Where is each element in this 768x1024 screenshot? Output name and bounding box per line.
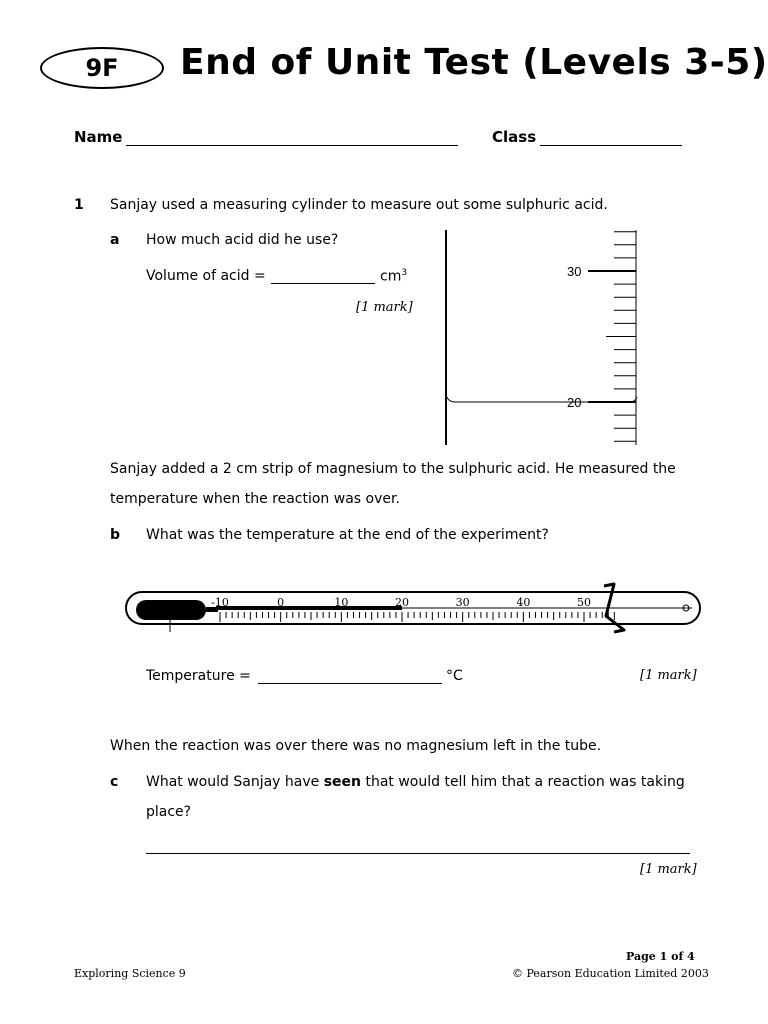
thermometer-label: 50 <box>577 596 591 609</box>
temperature-answer-line[interactable] <box>258 683 442 684</box>
volume-unit-text: cm <box>380 268 402 285</box>
cylinder-ticks <box>588 232 636 442</box>
part-c-question-line2: place? <box>146 804 192 820</box>
name-label: Name <box>74 128 123 146</box>
page-number: Page 1 of 4 <box>626 950 695 963</box>
volume-unit <box>380 268 407 285</box>
question-intro: Sanjay used a measuring cylinder to measure out some sulphuric acid. <box>110 197 608 213</box>
temperature-unit: °C <box>446 668 463 684</box>
part-c-answer-line[interactable] <box>146 853 690 854</box>
thermometer-label: 10 <box>334 596 349 609</box>
part-c-letter: c <box>110 774 119 790</box>
magnesium-text-line1: Sanjay added a 2 cm strip of magnesium to the sulphuric acid. He measured the <box>110 461 676 477</box>
thermometer-label: -10 <box>211 596 229 609</box>
mercury-column <box>216 606 402 610</box>
thermometer-label: 20 <box>395 596 409 609</box>
reaction-text: When the reaction was over there was no magnesium left in the tube. <box>110 738 602 754</box>
meniscus <box>446 395 637 402</box>
part-a-question: How much acid did he use? <box>146 232 339 248</box>
part-b-question: What was the temperature at the end of the experiment? <box>146 527 549 543</box>
thermometer-label: 30 <box>455 596 470 609</box>
name-answer-line[interactable] <box>126 145 458 146</box>
thermometer-label: 40 <box>516 596 531 609</box>
part-c-question-before: What would Sanjay have <box>146 774 320 790</box>
book-title: Exploring Science 9 <box>74 967 186 980</box>
part-a-letter: a <box>110 232 120 248</box>
class-label: Class <box>492 128 537 146</box>
measuring-cylinder <box>430 225 650 450</box>
page-title: End of Unit Test (Levels 3-5) <box>180 42 768 83</box>
part-a-mark: [1 mark] <box>356 300 413 315</box>
thermometer <box>120 578 710 640</box>
volume-answer-line[interactable] <box>271 283 375 284</box>
unit-code-badge <box>40 47 164 89</box>
volume-unit-superscript: 3 <box>401 268 408 278</box>
thermometer-bulb <box>136 600 206 620</box>
part-b-letter: b <box>110 527 121 543</box>
cylinder-label-20: 20 <box>567 395 582 410</box>
thermometer-label: 0 <box>277 596 285 609</box>
class-answer-line[interactable] <box>540 145 682 146</box>
question-number: 1 <box>74 197 84 213</box>
part-c-mark: [1 mark] <box>640 862 697 877</box>
cylinder-label-30: 30 <box>567 264 582 279</box>
magnesium-text-line2: temperature when the reaction was over. <box>110 491 400 507</box>
unit-code: 9F <box>85 54 119 82</box>
part-c-question-after: that would tell him that a reaction was taking <box>365 774 685 790</box>
part-b-mark: [1 mark] <box>640 668 697 683</box>
part-c-question <box>146 774 685 790</box>
part-a-answer-prefix: Volume of acid = <box>146 268 266 284</box>
part-c-question-bold: seen <box>323 774 361 790</box>
copyright: © Pearson Education Limited 2003 <box>512 967 709 980</box>
part-b-answer-prefix: Temperature = <box>146 668 251 684</box>
